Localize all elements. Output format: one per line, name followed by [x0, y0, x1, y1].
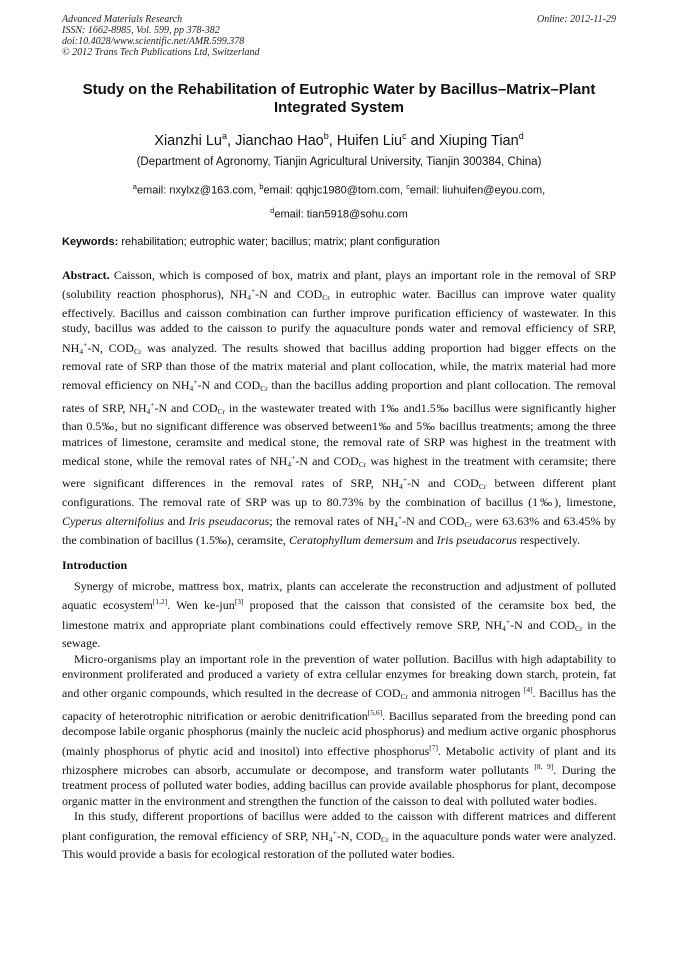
citation-link[interactable]: [1,2]	[152, 597, 168, 607]
author-mark: a	[222, 131, 228, 141]
author-name: Xiuping Tian	[438, 132, 519, 149]
email-link[interactable]: email: liuhuifen@eyou.com,	[409, 184, 546, 197]
email-mark: c	[406, 182, 410, 191]
abstract-text: than the bacillus adding proportion and plant collocation. The removal rates of SRP,	[62, 378, 617, 415]
abstract-text: respectively.	[516, 532, 581, 547]
species-name: Cyperus alternifolius	[62, 514, 165, 529]
abstract-text: in the wastewater treated with 1‰ and1.5‰ bacillus were significantly higher than 0.5‰, but no significant difference was observed between1‰ and 5‰ bacillus treatments; among the three matrices of limestone, ceramsite and medical stone, the removal rate of SRP was highest in the treatment with medical stone, while the removal rates of	[62, 400, 617, 469]
nh4-n: $NH_4^+-N$	[129, 399, 168, 416]
email-list	[62, 177, 616, 224]
nh4-n: $NH_4^+-N$	[62, 339, 100, 356]
abstract-text: were 63.63% and 63.45% by the combination of bacillus (1.5‰), ceramsite,	[62, 514, 617, 547]
nh4-n: $NH_4^+-N$	[376, 513, 415, 530]
citation-link[interactable]: [8, 9]	[534, 762, 554, 772]
paragraph: Micro-organisms play an important role in the prevention of water pollution. Bacillus with high adaptability to environment proliferated and produced a variety of extra cellular enzymes for breaking down starch, protein, fat and other organic compounds, which resulted in the decrease of $COD_{Cr}$ and ammonia nitrogen [4]. Bacillus has the capacity of heterotrophic nitrification or aerobic denitrification[5,6]. Bacillus separated from the breeding pond can decompose labile organic phosphorus (mainly the nucleic acid phosphorus) and medium active organic phosphorus (mainly phosphorus of phytic acid and inositol) into effective phosphorus[7]. Metabolic activity of plant and its rhizosphere microbes can absorb, accumulate or decompose, and transform water pollutants [8, 9]. During the treatment process of polluted water bodies, adding bacillus can provide available phosphorus for plant, decompose organic matter in the environment and strengthen the function of the caisson to deal with polluted water bodies.	[62, 651, 617, 808]
author-separator: ,	[328, 132, 337, 149]
email-mark: a	[132, 182, 137, 191]
author-list	[62, 127, 616, 150]
nh4-n: $NH_4^+-N$	[311, 827, 350, 844]
citation-link[interactable]: [4]	[523, 685, 533, 695]
keywords-label: Keywords:	[62, 236, 119, 248]
email-mark: b	[259, 182, 264, 191]
journal-header	[62, 14, 616, 58]
species-name: Iris pseudacorus	[188, 514, 270, 529]
issn-line: ISSN: 1662-8985, Vol. 599, pp 378-382	[62, 25, 220, 36]
nh4-n: $NH_4^+-N$	[172, 377, 211, 394]
citation-link[interactable]: [3]	[234, 597, 244, 607]
nh4-n: $NH_4^+-N$	[270, 453, 308, 470]
email-link[interactable]: email: tian5918@sohu.com	[274, 208, 408, 221]
online-date: Online: 2012-11-29	[537, 14, 616, 25]
email-link[interactable]: email: nxylxz@163.com,	[136, 184, 257, 197]
author-mark: d	[518, 131, 524, 141]
nh4-n: $NH_4^+-N$	[381, 475, 420, 492]
cod-cr: $COD_{Cr}$	[333, 454, 367, 470]
cod-cr: $COD_{Cr}$	[234, 378, 268, 394]
cod-cr: $COD_{Cr}$	[296, 287, 330, 303]
cod-cr: $COD_{Cr}$	[355, 828, 389, 844]
cod-cr: $COD_{Cr}$	[192, 400, 226, 416]
author-name: Xianzhi Lu	[154, 132, 222, 149]
author-mark: b	[323, 131, 329, 141]
citation-link[interactable]: [5,6]	[367, 707, 383, 717]
species-name: Iris pseudacorus	[436, 532, 517, 547]
abstract-text: was highest in the treatment with ceramsite; there were significant differences in the removal rates of SRP,	[62, 454, 616, 491]
section-heading-introduction: Introduction	[62, 558, 128, 572]
cod-cr: $COD_{Cr}$	[439, 514, 472, 530]
species-name: Ceratophyllum demersum	[288, 532, 414, 547]
abstract-label: Abstract.	[62, 268, 110, 282]
author-mark: c	[402, 131, 407, 141]
cod-cr: $COD_{Cr}$	[453, 476, 487, 492]
abstract: Abstract. Caisson, which is composed of box, matrix and plant, plays an important role in the removal of SRP (solubility reaction phosphorus), $NH_4^+-N$ and $COD_{Cr}$ in eutrophic water. Bacillus can improve water quality effectively. Bacillus and caisson combination can further improve purification efficiency of wastewater. In this study, bacillus was added to the caisson to purify the aquaculture ponds water and removal efficiency of SRP, $NH_4^+-N$, $COD_{Cr}$ was analyzed. The results showed that bacillus adding proportion had bigger effects on the removal rate of SRP than those of the matrix material and plant collocation, while, the matrix material had more removal efficiency on $NH_4^+-N$ and $COD_{Cr}$ than the bacillus adding proportion and plant collocation. The removal rates of SRP, $NH_4^+-N$ and $COD_{Cr}$ in the wastewater treated with 1‰ and1.5‰ bacillus were significantly higher than 0.5‰, but no significant difference was observed between1‰ and 5‰ bacillus treatments; among the three matrices of limestone, ceramsite and medical stone, the removal rate of SRP was highest in the treatment with medical stone, while the removal rates of $NH_4^+-N$ and $COD_{Cr}$ was highest in the treatment with ceramsite; there were significant differences in the removal rates of SRP, $NH_4^+-N$ and $COD_{Cr}$ between different plant configurations. The removal rate of SRP was up to 80.73% by the combination of bacillus (1‰), limestone, Cyperus alternifolius and Iris pseudacorus; the removal rates of $NH_4^+-N$ and $COD_{Cr}$ were 63.63% and 63.45% by the combination of bacillus (1.5‰), ceramsite, Ceratophyllum demersum and Iris pseudacorus respectively.	[62, 268, 617, 547]
email-mark: d	[270, 205, 275, 215]
introduction-body	[62, 579, 616, 863]
cod-cr: $COD_{Cr}$	[108, 340, 142, 356]
keywords	[62, 235, 616, 249]
author-name: Jianchao Hao	[235, 132, 324, 149]
email-link[interactable]: email: qqhjc1980@tom.com,	[263, 184, 404, 197]
nh4-n: $NH_4^+-N$	[484, 616, 523, 633]
cod-cr: $COD_{Cr}$	[549, 617, 583, 633]
author-name: Huifen Liu	[336, 132, 403, 149]
affiliation: (Department of Agronomy, Tianjin Agricultural University, Tianjin 300384, China)	[136, 156, 542, 168]
copyright-line: © 2012 Trans Tech Publications Ltd, Switzerland	[62, 47, 260, 58]
abstract-text: in eutrophic water. Bacillus can improve water quality effectively. Bacillus and caisson combination can further improve purification efficiency of wastewater. In this study, bacillus was added to the caisson to purify the aquaculture ponds water and removal efficiency of SRP,	[62, 287, 617, 336]
doi-line: doi:10.4028/www.scientific.net/AMR.599.378	[62, 36, 245, 47]
abstract-text: was analyzed. The results showed that bacillus adding proportion had bigger effects on the removal rate of SRP than those of the matrix material and plant collocation, while, the matrix material had more removal efficiency on	[62, 340, 616, 393]
keywords-text: rehabilitation; eutrophic water; bacillus; matrix; plant configuration	[121, 236, 440, 248]
paragraph: Synergy of microbe, mattress box, matrix, plants can accelerate the reconstruction and adjustment of polluted aquatic ecosystem[1,2]. Wen ke-jun[3] proposed that the caisson that consisted of the ceramsite box bed, the limestone matrix and appropriate plant combinations could effectively remove SRP, $NH_4^+-N$ and $COD_{Cr}$ in the sewage.	[62, 579, 616, 651]
citation-link[interactable]: [7]	[429, 742, 439, 752]
journal-name: Advanced Materials Research	[62, 14, 183, 25]
author-separator: and	[406, 132, 439, 149]
paper-title: Study on the Rehabilitation of Eutrophic Water by Bacillus–Matrix–Plant Integrated System	[82, 81, 596, 116]
abstract-text: ; the removal rates of	[269, 514, 377, 529]
abstract-text: between different plant configurations. The removal rate of SRP was up to 80.73% by the combination of bacillus (1‰), limestone,	[62, 476, 617, 509]
abstract-text: Caisson, which is composed of box, matrix and plant, plays an important role in the removal of SRP (solubility reaction phosphorus),	[62, 268, 617, 302]
author-separator: ,	[227, 132, 236, 149]
nh4-n: $NH_4^+-N$	[229, 286, 268, 303]
paragraph: In this study, different proportions of bacillus were added to the caisson with different matrices and different plant configuration, the removal efficiency of SRP, $NH_4^+-N$, $COD_{Cr}$ in the aquaculture ponds water were analyzed. This would provide a basis for ecological restoration of the polluted water bodies.	[62, 809, 617, 862]
cod-cr: $COD_{Cr}$	[375, 686, 409, 702]
